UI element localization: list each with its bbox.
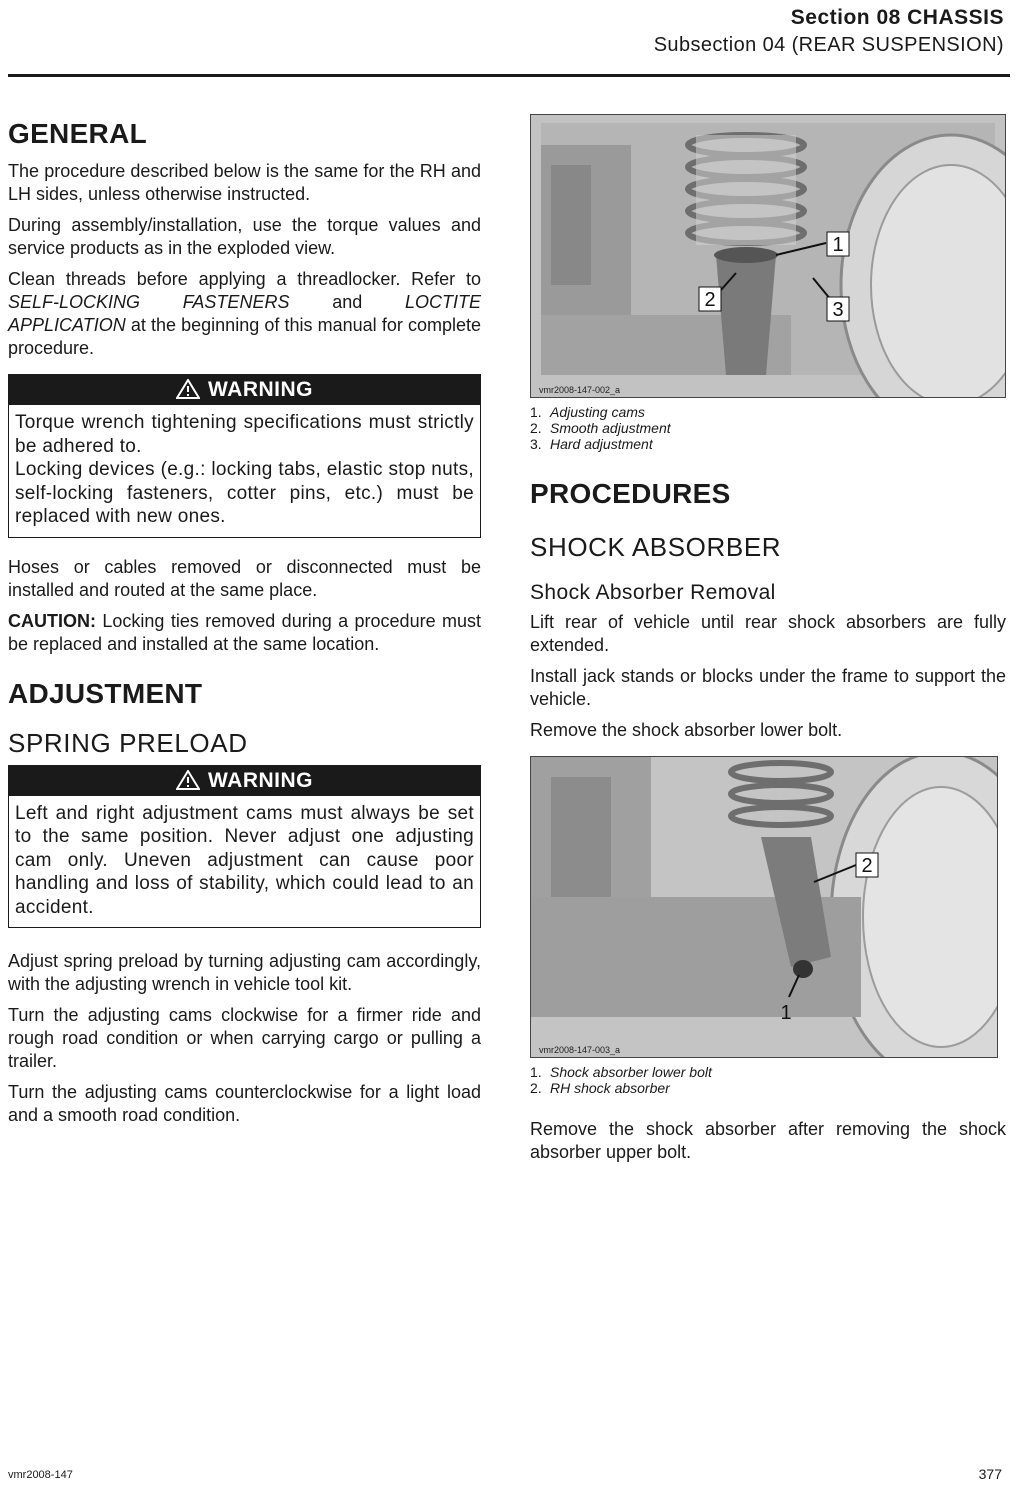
figure-adjusting-cams	[530, 114, 1006, 398]
figure-id-1: vmr2008-147-002_a	[539, 385, 621, 395]
section-header: Section 08 CHASSIS	[790, 6, 1004, 29]
adjustment-paragraph-2: Turn the adjusting cams clockwise for a firmer ride and rough road condition or when carrying cargo or pulling a trailer.	[8, 1005, 481, 1071]
subsection-header: Subsection 04 (REAR SUSPENSION)	[653, 34, 1004, 56]
loctite-application-ref: LOCTITE APPLICATION	[8, 292, 481, 335]
footer-doc-id: vmr2008-147	[8, 1469, 73, 1481]
general-paragraph-2: During assembly/installation, use the torque values and service products as in the exploded view.	[8, 215, 481, 258]
adjustment-paragraph-1: Adjust spring preload by turning adjusting cam accordingly, with the adjusting wrench in vehicle tool kit.	[8, 951, 481, 994]
figure-shock-lower-bolt	[530, 756, 998, 1058]
warning-title-bar: WARNING	[9, 375, 480, 405]
procedures-heading: PROCEDURES	[530, 478, 731, 509]
procedures-paragraph-3: Remove the shock absorber lower bolt.	[530, 720, 843, 740]
legend-item: 3. Hard adjustment	[530, 436, 653, 452]
self-locking-fasteners-ref: SELF-LOCKING FASTENERS	[8, 292, 290, 312]
caution-paragraph: CAUTION: Locking ties removed during a procedure must be replaced and installed at the same location.	[8, 610, 481, 654]
adjusting-cams-illustration	[531, 115, 1005, 397]
adjustment-paragraph-3: Turn the adjusting cams counterclockwise for a light load and a smooth road condition.	[8, 1082, 481, 1125]
warning-text-1: Torque wrench tightening specifications must strictly be adhered to.	[15, 412, 474, 457]
callout-1: 1	[780, 1002, 792, 1024]
general-heading: GENERAL	[8, 118, 147, 149]
shock-lower-bolt-illustration	[531, 757, 997, 1057]
procedures-paragraph-2: Install jack stands or blocks under the frame to support the vehicle.	[530, 666, 1006, 709]
procedures-paragraph-1: Lift rear of vehicle until rear shock absorbers are fully extended.	[530, 612, 1006, 655]
caution-label: CAUTION:	[8, 610, 96, 631]
callout-1: 1	[832, 234, 844, 256]
adjustment-heading: ADJUSTMENT	[8, 677, 203, 709]
warning-triangle-icon	[176, 766, 200, 796]
callout-2: 2	[861, 855, 873, 877]
legend-item: 1. Adjusting cams	[530, 404, 645, 420]
general-paragraph-1: The procedure described below is the same for the RH and LH sides, unless otherwise instructed.	[8, 161, 481, 204]
header-rule	[8, 74, 1010, 77]
figure-2-legend	[530, 1064, 1006, 1096]
figure-1-legend	[530, 404, 1006, 452]
procedures-paragraph-4: Remove the shock absorber after removing the shock absorber upper bolt.	[530, 1119, 1006, 1162]
page-number: 377	[978, 1466, 1002, 1482]
legend-item: 2. Smooth adjustment	[530, 420, 671, 436]
preload-warning-text: Left and right adjustment cams must always be set to the same position. Never adjust one adjusting cam only. Uneven adjustment can cause poor handling and loss of stability, which could lead to an accident.	[15, 802, 474, 918]
callout-3: 3	[832, 299, 844, 321]
warning-title-bar: WARNING	[9, 766, 480, 796]
spring-preload-heading: SPRING PRELOAD	[8, 727, 248, 758]
legend-item: 2. RH shock absorber	[530, 1080, 670, 1096]
general-warning-box	[8, 374, 481, 538]
shock-absorber-removal-heading: Shock Absorber Removal	[530, 581, 776, 604]
figure-id-2: vmr2008-147-003_a	[539, 1045, 621, 1055]
general-paragraph-4: Hoses or cables removed or disconnected must be installed and routed at the same place.	[8, 556, 481, 600]
legend-item: 1. Shock absorber lower bolt	[530, 1064, 712, 1080]
warning-triangle-icon	[176, 375, 200, 405]
left-column	[8, 100, 481, 1127]
shock-absorber-heading: SHOCK ABSORBER	[530, 532, 782, 562]
right-column	[530, 100, 1006, 1164]
warning-text-2: Locking devices (e.g.: locking tabs, elastic stop nuts, self-locking fasteners, cotter pins, etc.) must be replaced with new ones.	[15, 459, 474, 527]
callout-2: 2	[704, 289, 716, 311]
preload-warning-box	[8, 765, 481, 929]
general-paragraph-3: Clean threads before applying a threadlocker. Refer to SELF-LOCKING FASTENERS and LOCTITE APPLICATION at the beginning of this manual for complete procedure.	[8, 269, 481, 358]
